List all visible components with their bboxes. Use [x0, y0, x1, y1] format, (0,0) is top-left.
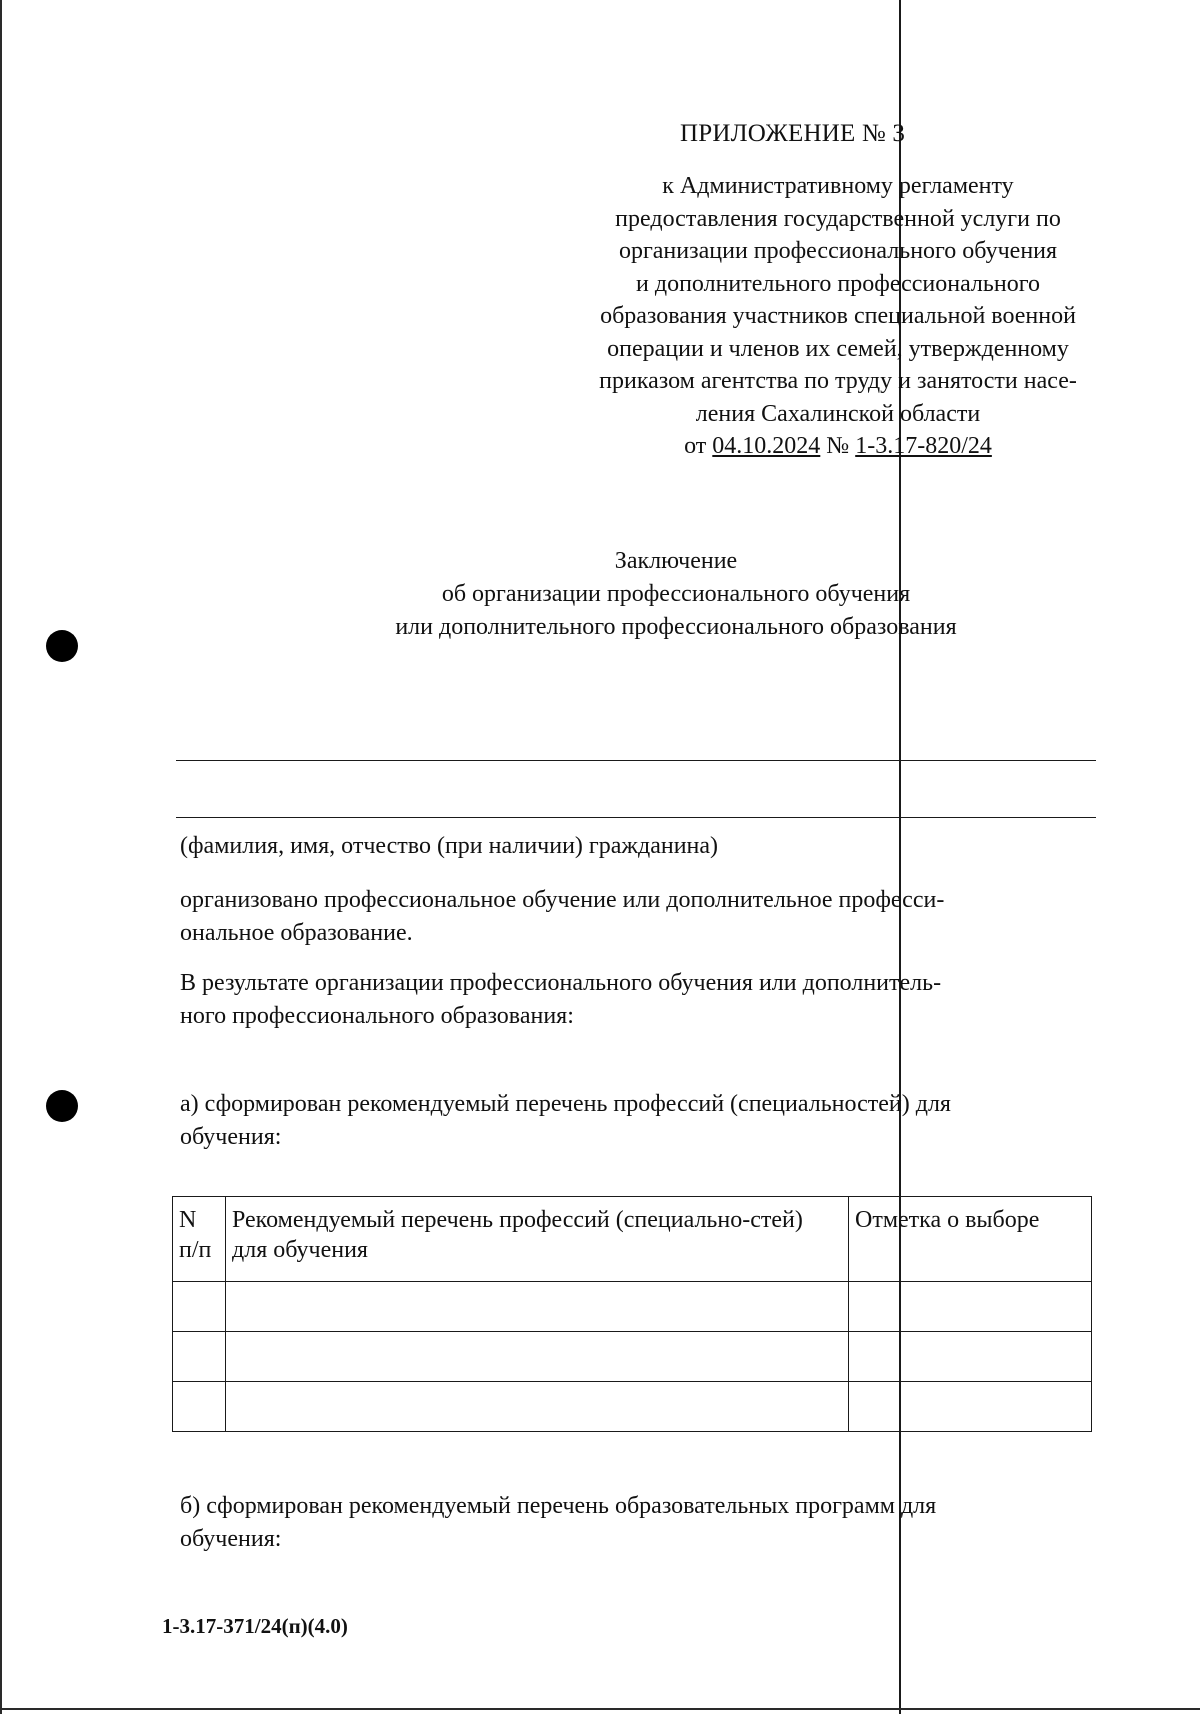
appendix-line: предоставления государственной услуги по	[615, 205, 1061, 232]
paragraph-line: В результате организации профессионального обучения или дополнитель-	[180, 970, 942, 996]
table-cell[interactable]	[849, 1382, 1092, 1432]
header-number: N п/п	[173, 1197, 226, 1282]
number-prefix: №	[820, 433, 856, 459]
name-fill-line	[176, 760, 1096, 761]
date-prefix: от	[684, 433, 713, 459]
table-row	[173, 1282, 1092, 1332]
paragraph-organized	[180, 884, 1100, 950]
appendix-title: ПРИЛОЖЕНИЕ № 3	[680, 120, 906, 147]
paragraph-line: ного профессионального образования:	[180, 1003, 574, 1029]
table-cell[interactable]	[173, 1382, 226, 1432]
appendix-line: организации профессионального обучения	[618, 238, 1058, 264]
table-row	[173, 1332, 1092, 1382]
paragraph-line: обучения:	[180, 1526, 282, 1552]
table-cell[interactable]	[173, 1332, 226, 1382]
order-date: 04.10.2024	[712, 433, 821, 459]
appendix-line: образования участников специальной военной	[600, 303, 1076, 329]
table-header-row	[173, 1197, 1092, 1282]
document-title-line: или дополнительного профессионального образования	[395, 614, 957, 640]
punch-hole-bottom	[46, 1090, 78, 1122]
scan-artifact-bottom-edge	[0, 1708, 1200, 1710]
appendix-line: приказом агентства по труду и занятости насе-	[599, 368, 1077, 394]
appendix-reference	[540, 170, 1136, 463]
item-b	[180, 1490, 1100, 1556]
document-title-line: об организации профессионального обучения	[441, 581, 911, 607]
paragraph-result	[180, 967, 1100, 1033]
scan-artifact-left-edge	[0, 0, 2, 1714]
paragraph-line: а) сформирован рекомендуемый перечень профессий (специальностей) для	[180, 1091, 951, 1117]
professions-table	[172, 1196, 1092, 1432]
document-code: 1-3.17-371/24(п)(4.0)	[162, 1614, 348, 1638]
table-cell[interactable]	[849, 1282, 1092, 1332]
table-cell[interactable]	[226, 1382, 849, 1432]
order-number: 1-3.17-820/24	[855, 433, 992, 459]
appendix-line: операции и членов их семей, утвержденному	[607, 335, 1069, 362]
table-cell[interactable]	[849, 1332, 1092, 1382]
document-title-line: Заключение	[614, 548, 738, 574]
appendix-line: ления Сахалинской области	[695, 400, 981, 427]
paragraph-line: организовано профессиональное обучение или дополнительное професси-	[180, 887, 945, 913]
punch-hole-top	[46, 630, 78, 662]
header-selection-mark: Отметка о выборе	[849, 1197, 1092, 1282]
table-cell[interactable]	[226, 1332, 849, 1382]
table-row	[173, 1382, 1092, 1432]
item-a	[180, 1088, 1100, 1154]
appendix-date-line	[540, 430, 1136, 463]
table-cell[interactable]	[173, 1282, 226, 1332]
header-professions: Рекомендуемый перечень профессий (специально-стей) для обучения	[226, 1197, 849, 1282]
appendix-line: и дополнительного профессионального	[636, 270, 1040, 297]
table-cell[interactable]	[226, 1282, 849, 1332]
paragraph-line: обучения:	[180, 1124, 282, 1150]
paragraph-line: ональное образование.	[180, 920, 413, 946]
name-fill-line	[176, 817, 1096, 818]
paragraph-line: б) сформирован рекомендуемый перечень образовательных программ для	[180, 1493, 937, 1519]
appendix-line: к Административному регламенту	[662, 173, 1014, 199]
name-caption: (фамилия, имя, отчество (при наличии) гражданина)	[180, 833, 719, 859]
document-title	[300, 545, 1052, 644]
